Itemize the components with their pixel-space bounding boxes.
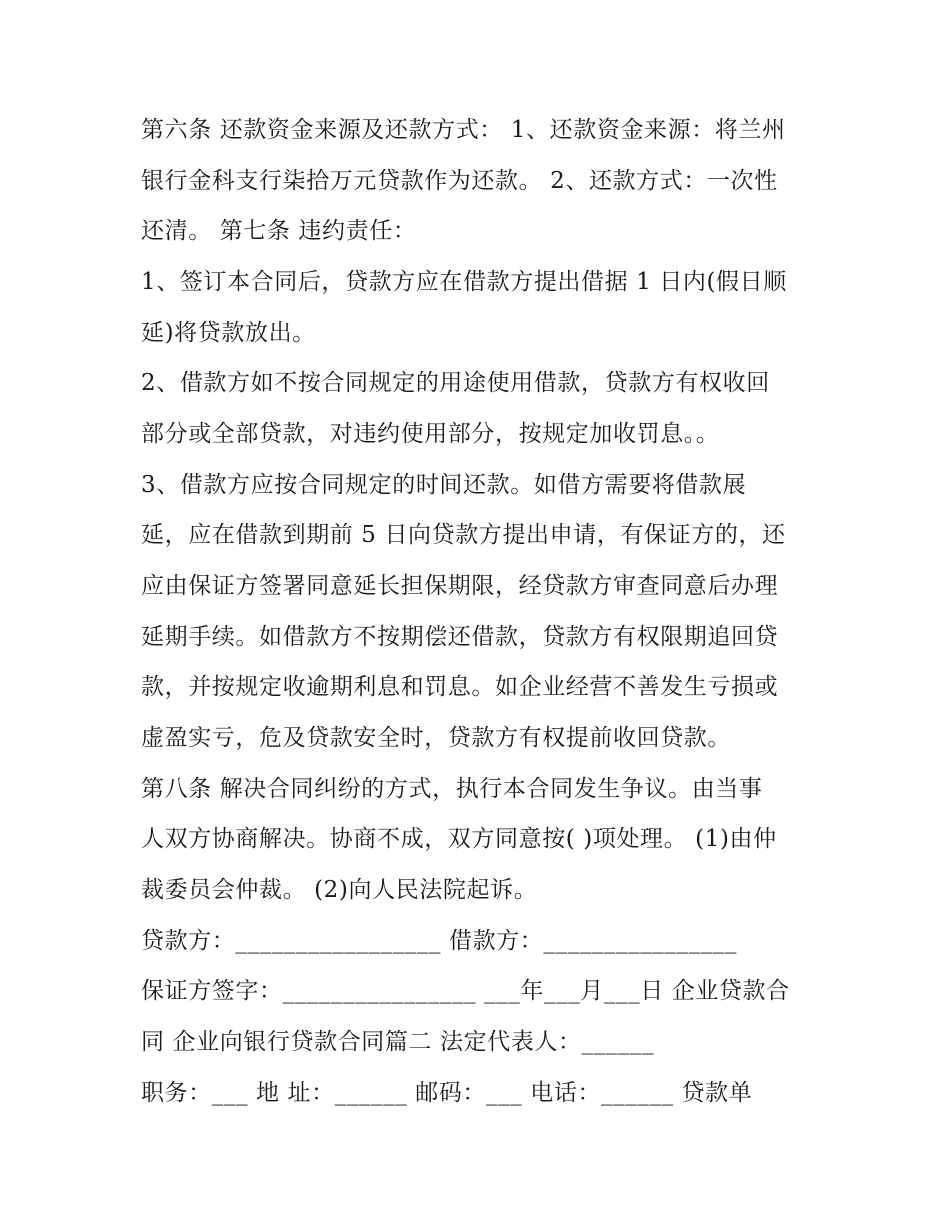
text-line: 虚盈实亏，危及贷款安全时，贷款方有权提前收回贷款。: [141, 725, 731, 751]
text-line: 3、借款方应按合同规定的时间还款。如借方需要将借款展: [141, 472, 747, 498]
text-line: 延期手续。如借款方不按期偿还借款，贷款方有权限期追回贷: [141, 624, 779, 650]
text-line: 部分或全部贷款，对违约使用部分，按规定加收罚息。。: [141, 421, 720, 447]
text-line: 职务：___ 地 址：______ 邮码：___ 电话：______ 贷款单: [141, 1080, 753, 1106]
signature-line-lender-borrower: 贷款方：_________________ 借款方：________________: [141, 928, 738, 954]
text-line: 延)将贷款放出。: [141, 320, 316, 346]
text-line: 还清。 第七条 违约责任：: [141, 218, 417, 244]
text-line: 第八条 解决合同纠纷的方式，执行本合同发生争议。由当事: [141, 776, 763, 802]
signature-line-guarantor-date: 保证方签字：________________ ___年___月___日 企业贷款合: [141, 978, 790, 1004]
text-line: 1、签订本合同后，贷款方应在借款方提出借据 1 日内(假日顺: [141, 269, 787, 295]
text-line: 第六条 还款资金来源及还款方式： 1、还款资金来源：将兰州: [141, 117, 786, 143]
text-line: 裁委员会仲裁。 (2)向人民法院起诉。: [141, 877, 538, 903]
text-line: 款，并按规定收逾期利息和罚息。如企业经营不善发生亏损或: [141, 674, 779, 700]
text-line: 延，应在借款到期前 5 日向贷款方提出申请，有保证方的，还: [141, 522, 786, 548]
text-line: 2、借款方如不按合同规定的用途使用借款，贷款方有权收回: [141, 370, 770, 396]
text-line: 银行金科支行柒拾万元贷款作为还款。 2、还款方式：一次性: [141, 168, 778, 194]
text-line: 人双方协商解决。协商不成，双方同意按( )项处理。 (1)由仲: [141, 826, 777, 852]
text-line: 应由保证方签署同意延长担保期限，经贷款方审查同意后办理: [141, 573, 779, 599]
text-line: 同 企业向银行贷款合同篇二 法定代表人：______: [141, 1029, 655, 1055]
